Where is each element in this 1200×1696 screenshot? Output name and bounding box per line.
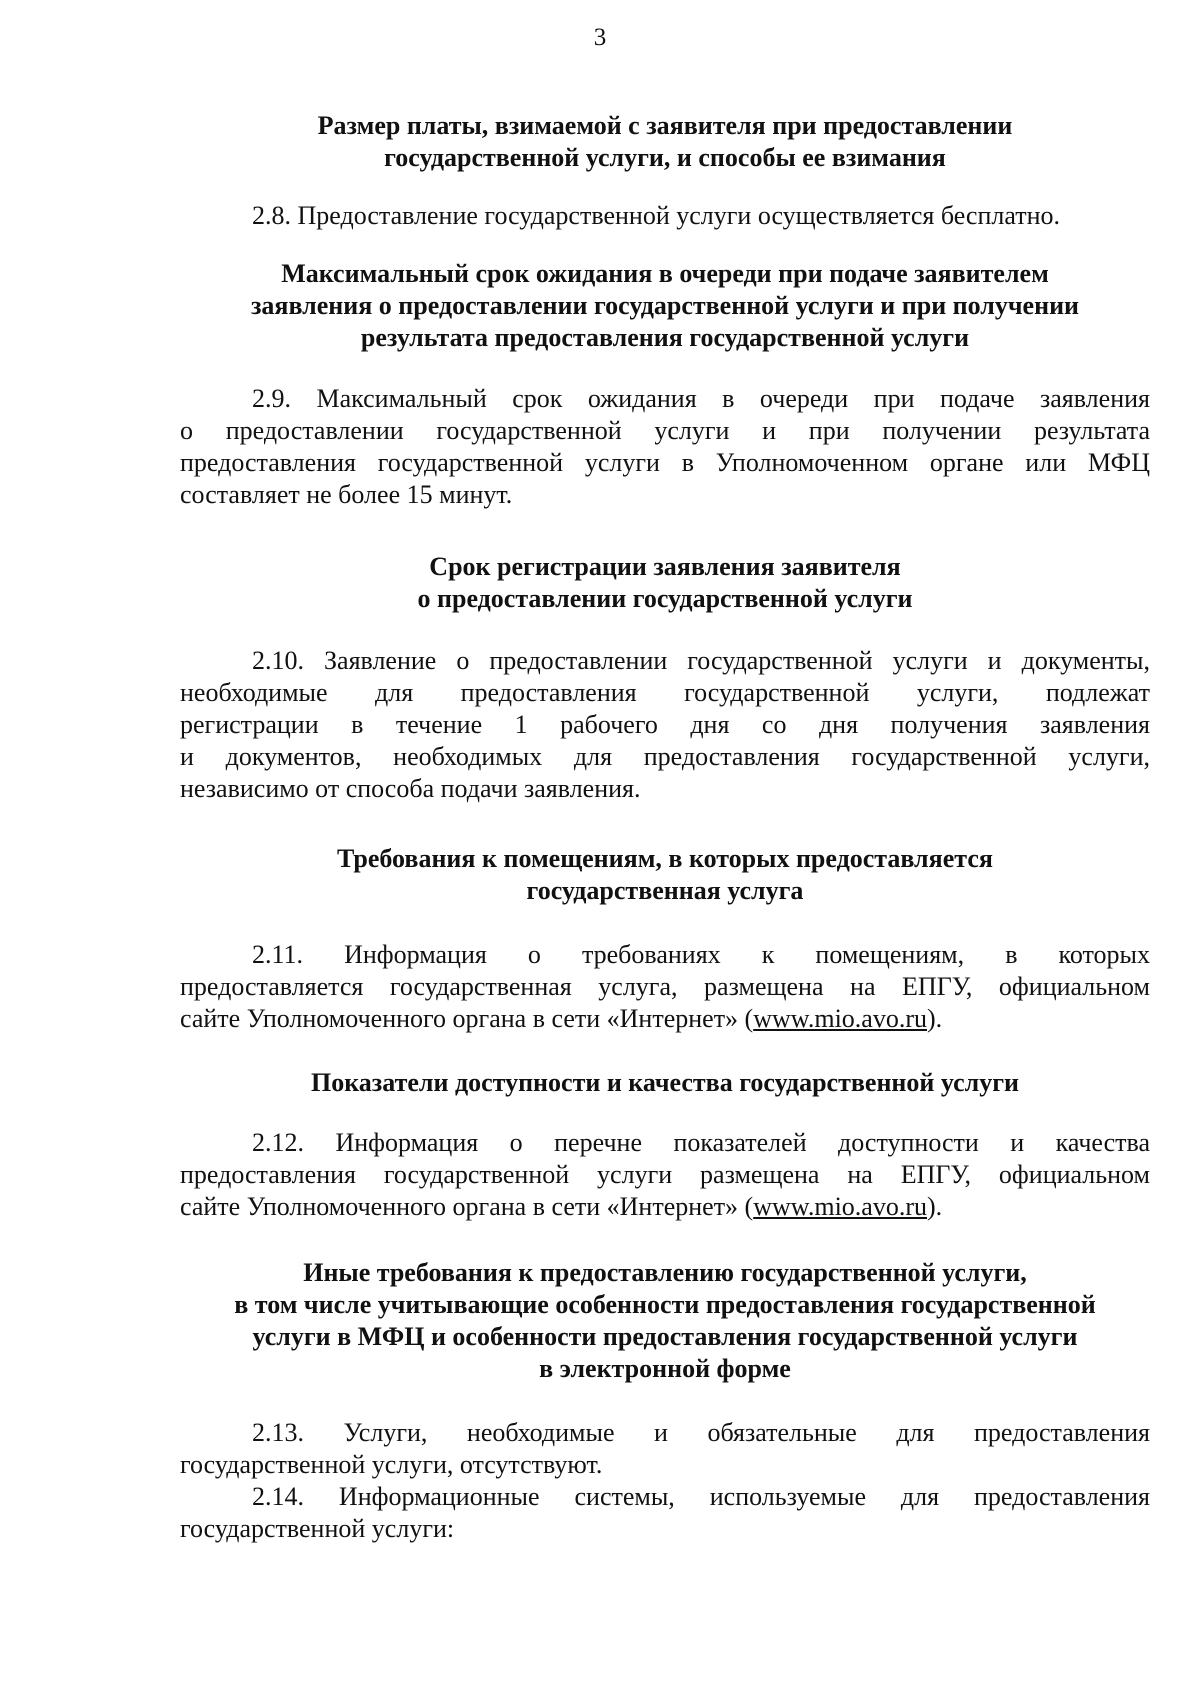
- paragraph-2-10: [180, 645, 1150, 805]
- heading-line: о предоставлении государственной услуги: [417, 584, 913, 613]
- section-heading-fee: [180, 110, 1150, 174]
- paragraph-line: [180, 1191, 1150, 1223]
- heading-line: Срок регистрации заявления заявителя: [429, 552, 901, 581]
- paragraph-line: 2.10. Заявление о предоставлении государственной услуги и документы,: [252, 646, 1150, 675]
- heading-line: Размер платы, взимаемой с заявителя при предоставлении: [317, 111, 1013, 140]
- paragraph-line: 2.8. Предоставление государственной услуги осуществляется бесплатно.: [252, 201, 1061, 230]
- paragraph-line: предоставляется государственная услуга, размещена на ЕПГУ, официальном: [180, 972, 1150, 1001]
- paragraph-line: о предоставлении государственной услуги и при получении результата: [180, 416, 1150, 445]
- paragraph-2-12: [180, 1127, 1150, 1223]
- paragraph-line-tail: ).: [927, 1004, 943, 1033]
- heading-line: Требования к помещениям, в которых предоставляется: [337, 844, 993, 873]
- heading-line: Показатели доступности и качества государственной услуги: [310, 1068, 1020, 1097]
- website-link[interactable]: www.mio.avo.ru: [753, 1004, 928, 1033]
- paragraph-line: [180, 1003, 1150, 1035]
- section-heading-premises: [180, 843, 1150, 907]
- heading-line: результата предоставления государственной услуги: [360, 323, 970, 352]
- paragraph-line: государственной услуги, отсутствуют.: [180, 1450, 603, 1479]
- section-heading-queue-time: [180, 258, 1150, 354]
- heading-line: в том числе учитывающие особенности предоставления государственной: [234, 1290, 1096, 1319]
- paragraph-line: 2.13. Услуги, необходимые и обязательные для предоставления: [252, 1418, 1150, 1447]
- page-number: 3: [593, 24, 607, 51]
- paragraph-2-13: [180, 1417, 1150, 1481]
- paragraph-line-text: сайте Уполномоченного органа в сети «Интернет» (: [180, 1192, 754, 1221]
- paragraph-line: 2.11. Информация о требованиях к помещениям, в которых: [252, 940, 1150, 969]
- heading-line: государственная услуга: [526, 876, 804, 905]
- paragraph-line-tail: ).: [927, 1192, 943, 1221]
- heading-line: в электронной форме: [539, 1354, 791, 1383]
- paragraph-line: составляет не более 15 минут.: [180, 480, 513, 509]
- paragraph-line: 2.14. Информационные системы, используемые для предоставления: [252, 1482, 1150, 1511]
- paragraph-line: предоставления государственной услуги в Уполномоченном органе или МФЦ: [180, 448, 1150, 477]
- section-heading-other-requirements: [180, 1257, 1150, 1385]
- paragraph-line: необходимые для предоставления государственной услуги, подлежат: [180, 678, 1150, 707]
- paragraph-line: предоставления государственной услуги размещена на ЕПГУ, официальном: [180, 1160, 1150, 1189]
- section-heading-registration-term: [180, 551, 1150, 615]
- paragraph-line: независимо от способа подачи заявления.: [180, 774, 641, 803]
- document-body: [180, 110, 1150, 1545]
- heading-line: Максимальный срок ожидания в очереди при подаче заявителем: [281, 259, 1049, 288]
- paragraph-line: государственной услуги:: [180, 1514, 455, 1543]
- heading-line: Иные требования к предоставлению государственной услуги,: [303, 1258, 1027, 1287]
- paragraph-line: 2.9. Максимальный срок ожидания в очереди при подаче заявления: [252, 384, 1150, 413]
- paragraph-2-8: [180, 200, 1150, 232]
- paragraph-2-9: [180, 383, 1150, 511]
- heading-line: государственной услуги, и способы ее взимания: [384, 143, 946, 172]
- paragraph-2-14: [180, 1481, 1150, 1545]
- heading-line: услуги в МФЦ и особенности предоставления государственной услуги: [252, 1322, 1078, 1351]
- paragraph-2-11: [180, 939, 1150, 1035]
- section-heading-accessibility: [180, 1067, 1150, 1099]
- paragraph-line-text: сайте Уполномоченного органа в сети «Интернет» (: [180, 1004, 754, 1033]
- paragraph-line: 2.12. Информация о перечне показателей доступности и качества: [252, 1128, 1150, 1157]
- website-link[interactable]: www.mio.avo.ru: [753, 1192, 928, 1221]
- paragraph-line: и документов, необходимых для предоставления государственной услуги,: [180, 742, 1150, 771]
- paragraph-line: регистрации в течение 1 рабочего дня со дня получения заявления: [180, 710, 1150, 739]
- heading-line: заявления о предоставлении государственной услуги и при получении: [250, 291, 1080, 320]
